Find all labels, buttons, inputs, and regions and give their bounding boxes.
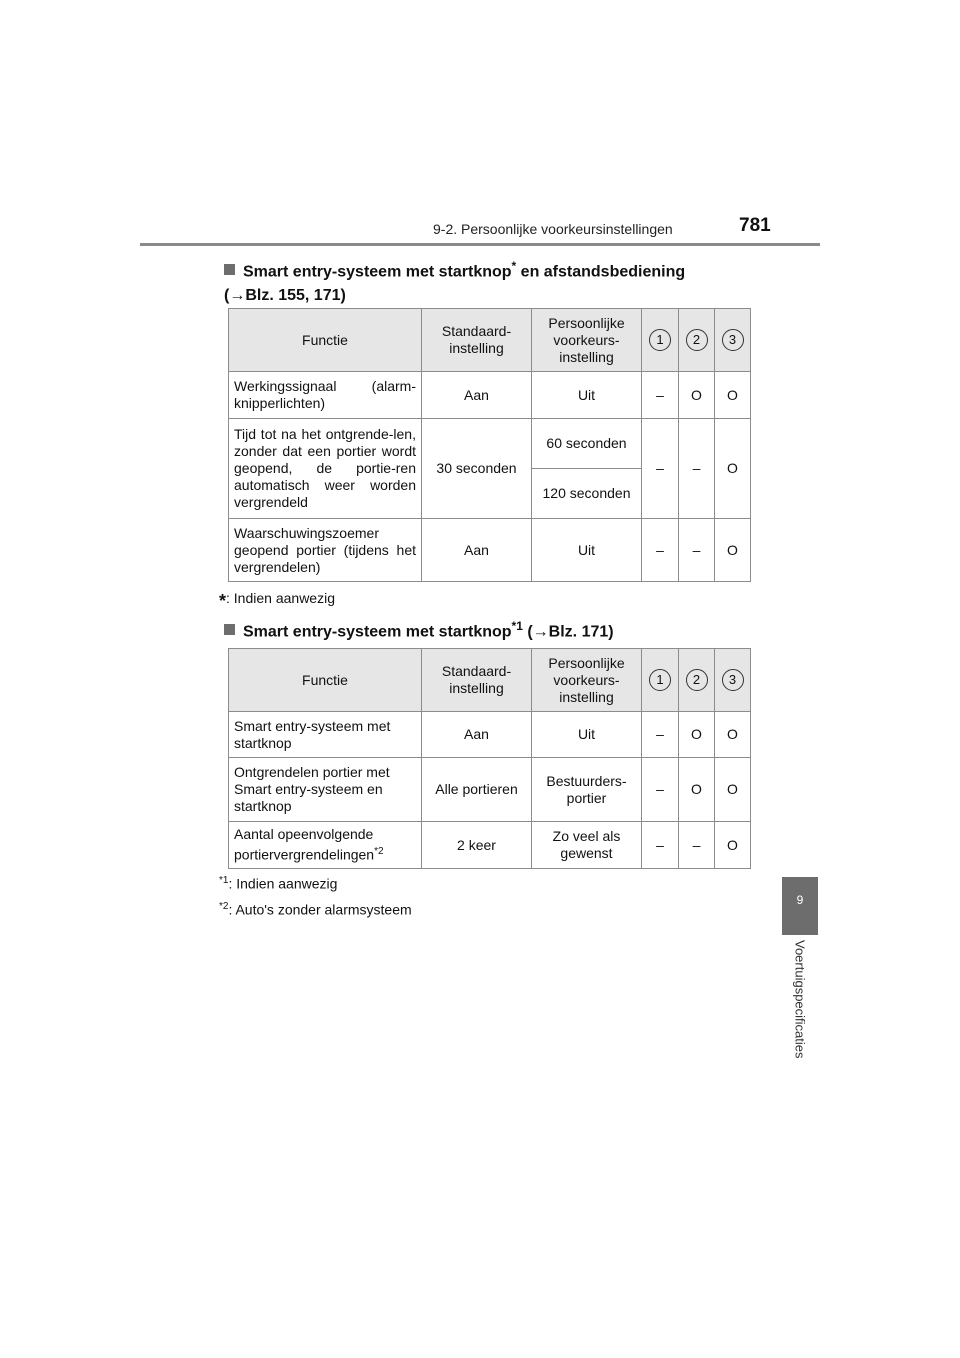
cell-c1: –: [642, 822, 679, 869]
cell-c1: –: [642, 519, 679, 582]
arrow-right-icon: →: [532, 623, 549, 641]
circled-3-icon: 3: [722, 329, 744, 351]
cell-c1: –: [642, 712, 679, 758]
section2-title: Smart entry-systeem met startknop: [243, 623, 512, 641]
table-row: [229, 822, 751, 869]
table-row: [229, 419, 751, 469]
chapter-title: Voertuigspecificaties: [792, 940, 808, 1059]
cell-default: Aan: [422, 372, 532, 419]
footnote-mark: *2: [219, 901, 229, 912]
cell-c2: –: [679, 822, 715, 869]
circled-1-icon: 1: [649, 329, 671, 351]
running-header-section: 9-2. Persoonlijke voorkeursinstellingen: [433, 221, 673, 237]
cell-c3: O: [715, 372, 751, 419]
cell-custom: Uit: [532, 372, 642, 419]
section1-heading: [224, 254, 685, 308]
square-bullet-icon: [224, 264, 235, 275]
footnote: [219, 901, 412, 918]
cell-c1: –: [642, 419, 679, 519]
header-rule: [140, 243, 820, 246]
header-col-2: [679, 309, 715, 372]
footnote-mark: *1: [219, 875, 229, 886]
table-row: [229, 712, 751, 758]
table-row: [229, 372, 751, 419]
cell-function-text: Aantal opeenvolgende portiervergrendelingen: [234, 826, 375, 863]
section1-title: Smart entry-systeem met startknop: [243, 263, 512, 281]
cell-default: Aan: [422, 712, 532, 758]
page-number: 781: [739, 215, 771, 236]
square-bullet-icon: [224, 624, 235, 635]
footnote: [219, 875, 337, 892]
cell-function: Ontgrendelen portier met Smart entry-systeem en startknop: [229, 758, 422, 822]
cell-c2: –: [679, 519, 715, 582]
table-row: [229, 519, 751, 582]
cell-function: Waarschuwingszoemer geopend portier (tijdens het vergrendelen): [229, 519, 422, 582]
header-custom: Persoonlijke voorkeurs-instelling: [532, 649, 642, 712]
cell-custom: 60 seconden: [532, 419, 642, 469]
footnote-mark: *: [219, 591, 227, 611]
settings-table-2: [228, 648, 751, 869]
cell-default: 2 keer: [422, 822, 532, 869]
chapter-tab: [782, 877, 818, 935]
settings-table-1: [228, 308, 751, 582]
section1-ref-open: (: [224, 287, 230, 305]
cell-c3: O: [715, 712, 751, 758]
section1-title-rest: en afstandsbediening: [516, 263, 686, 281]
header-col-3: [715, 309, 751, 372]
cell-function: [229, 822, 422, 869]
table-header-row: [229, 649, 751, 712]
circled-3-icon: 3: [722, 669, 744, 691]
section1-page-ref: Blz. 155, 171): [245, 287, 346, 305]
cell-c1: –: [642, 758, 679, 822]
footnote-text: : Indien aanwezig: [226, 590, 335, 606]
table-header-row: [229, 309, 751, 372]
header-col-3: [715, 649, 751, 712]
circled-2-icon: 2: [686, 669, 708, 691]
cell-custom: Uit: [532, 712, 642, 758]
circled-2-icon: 2: [686, 329, 708, 351]
arrow-right-icon: →: [229, 287, 246, 305]
header-custom: Persoonlijke voorkeurs-instelling: [532, 309, 642, 372]
header-default: Standaard-instelling: [422, 309, 532, 372]
section2-heading: [224, 614, 614, 644]
cell-c1: –: [642, 372, 679, 419]
cell-default: Alle portieren: [422, 758, 532, 822]
cell-function: Tijd tot na het ontgrende-len, zonder dat een portier wordt geopend, de portie-ren automatisch weer worden vergrendeld: [229, 419, 422, 519]
footnote: [219, 590, 335, 612]
cell-custom: 120 seconden: [532, 469, 642, 519]
cell-c2: O: [679, 758, 715, 822]
section2-ref-open: (: [522, 623, 533, 641]
table-row: [229, 758, 751, 822]
cell-function-mark: *2: [374, 846, 384, 858]
chapter-side-label: [785, 940, 815, 1080]
cell-default: 30 seconden: [422, 419, 532, 519]
footnote-text: : Auto's zonder alarmsysteem: [228, 901, 412, 918]
chapter-number: 9: [796, 893, 804, 907]
cell-default: Aan: [422, 519, 532, 582]
footnote-text: : Indien aanwezig: [228, 875, 338, 892]
cell-c3: O: [715, 822, 751, 869]
header-col-1: [642, 649, 679, 712]
cell-c2: O: [679, 712, 715, 758]
cell-c2: O: [679, 372, 715, 419]
section1-title-mark: *: [511, 259, 517, 273]
cell-custom: Bestuurders-portier: [532, 758, 642, 822]
cell-c3: O: [715, 419, 751, 519]
cell-c3: O: [715, 519, 751, 582]
cell-c3: O: [715, 758, 751, 822]
header-col-1: [642, 309, 679, 372]
header-col-2: [679, 649, 715, 712]
section2-title-mark: *1: [511, 619, 523, 633]
header-default: Standaard-instelling: [422, 649, 532, 712]
cell-custom: Uit: [532, 519, 642, 582]
section2-page-ref: Blz. 171): [548, 623, 614, 641]
cell-function: Smart entry-systeem met startknop: [229, 712, 422, 758]
cell-custom: Zo veel als gewenst: [532, 822, 642, 869]
circled-1-icon: 1: [649, 669, 671, 691]
cell-c2: –: [679, 419, 715, 519]
cell-function: Werkingssignaal (alarm-knipperlichten): [229, 372, 422, 419]
header-function: Functie: [229, 649, 422, 712]
header-function: Functie: [229, 309, 422, 372]
